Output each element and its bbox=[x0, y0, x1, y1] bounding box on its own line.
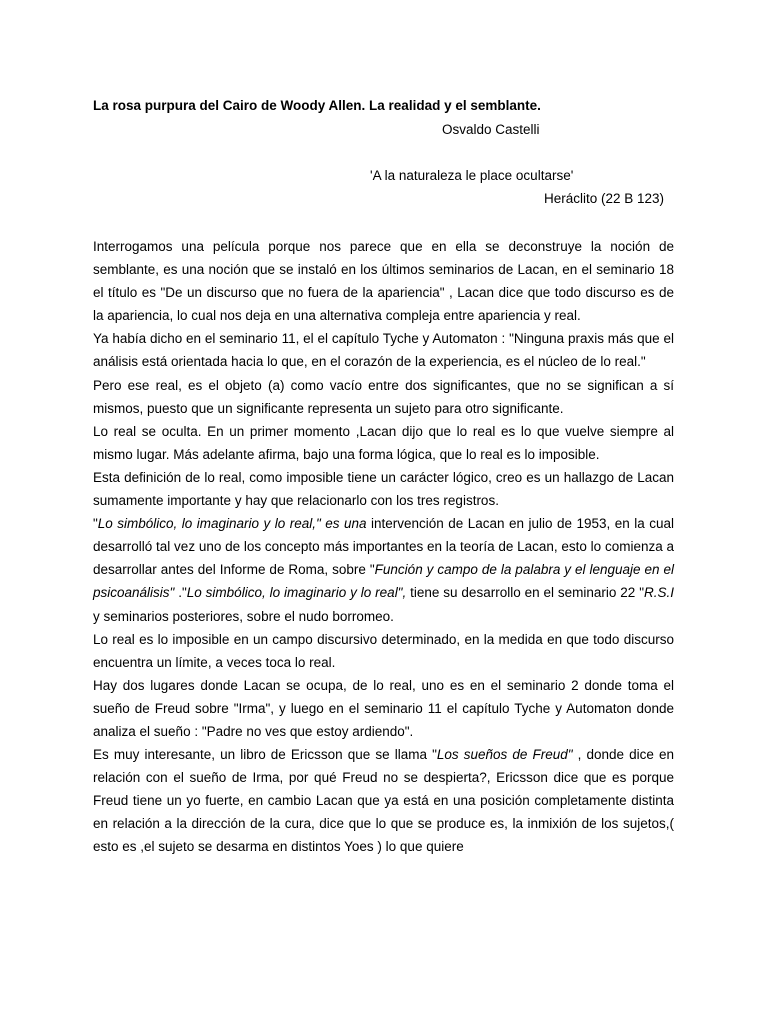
text-run: " bbox=[93, 516, 98, 532]
italic-run: Lo simbólico, lo imaginario y lo real", bbox=[186, 585, 407, 601]
text-run: y seminarios posteriores, sobre el nudo borromeo. bbox=[93, 608, 394, 624]
document-author: Osvaldo Castelli bbox=[442, 122, 540, 137]
italic-run: Función y campo de la palabra y el lenguaje en el psicoanálisis" bbox=[93, 562, 674, 601]
paragraph-2: Ya había dicho en el seminario 11, el el capítulo Tyche y Automaton : "Ninguna praxis más que el análisis está orientada hacia lo que, en el corazón de la experiencia, es el núcleo de lo real." bbox=[93, 331, 674, 370]
paragraph-7: Lo real es lo imposible en un campo discursivo determinado, en la medida en que todo discurso encuentra un límite, a veces toca lo real. bbox=[93, 631, 674, 670]
text-run: , donde dice en relación con el sueño de Irma, por qué Freud no se despierta?, Ericsson dice que es porque Freud tiene un yo fuerte, en cambio Lacan que ya está en una posición completamente distinta en relación a la dirección de la cura, dice que lo que se produce es, la inmixión de los sujetos,( esto es ,el sujeto se desarma en distintos Yoes ) lo que quiere bbox=[93, 747, 674, 855]
text-run: intervención de Lacan en julio de 1953, en la cual desarrolló tal vez uno de los concepto más importantes en la teoría de Lacan, esto lo comienza a desarrollar antes del Informe de Roma, sobre " bbox=[93, 516, 675, 578]
paragraph-6 bbox=[93, 512, 674, 627]
italic-run: R.S.I bbox=[644, 585, 675, 601]
text-run: ." bbox=[174, 585, 187, 601]
italic-run: Los sueños de Freud" bbox=[436, 747, 573, 763]
paragraph-3: Pero ese real, es el objeto (a) como vacío entre dos significantes, que no se significan a sí mismos, puesto que un significante representa un sujeto para otro significante. bbox=[93, 377, 674, 416]
paragraph-5: Esta definición de lo real, como imposible tiene un carácter lógico, creo es un hallazgo de Lacan sumamente importante y hay que relacionarlo con los tres registros. bbox=[93, 469, 674, 509]
italic-run: Lo simbólico, lo imaginario y lo real," es una bbox=[97, 516, 367, 532]
paragraph-1: Interrogamos una película porque nos parece que en ella se deconstruye la noción de semblante, es una noción que se instaló en los últimos seminarios de Lacan, en el seminario 18 el título es "De un discurso que no fuera de la apariencia" , Lacan dice que todo discurso es de la apariencia, lo cual nos deja en una alternativa compleja entre apariencia y real. bbox=[93, 239, 674, 324]
epigraph-quote: 'A la naturaleza le place ocultarse' bbox=[370, 168, 574, 183]
paragraph-4: Lo real se oculta. En un primer momento ,Lacan dijo que lo real es lo que vuelve siempre al mismo lugar. Más adelante afirma, bajo una forma lógica, que lo real es lo imposible. bbox=[93, 423, 674, 462]
text-run: tiene su desarrollo en el seminario 22 " bbox=[406, 585, 644, 601]
body-text bbox=[93, 235, 674, 859]
document-title: La rosa purpura del Cairo de Woody Allen. La realidad y el semblante. bbox=[93, 98, 541, 113]
text-run: Es muy interesante, un libro de Ericsson que se llama " bbox=[93, 747, 437, 763]
epigraph-source: Heráclito (22 B 123) bbox=[544, 191, 665, 206]
paragraph-9 bbox=[93, 743, 674, 858]
paragraph-8: Hay dos lugares donde Lacan se ocupa, de lo real, uno es en el seminario 2 donde toma el sueño de Freud sobre "Irma", y luego en el seminario 11 el capítulo Tyche y Automaton donde analiza el sueño : "Padre no ves que estoy ardiendo". bbox=[93, 677, 674, 739]
